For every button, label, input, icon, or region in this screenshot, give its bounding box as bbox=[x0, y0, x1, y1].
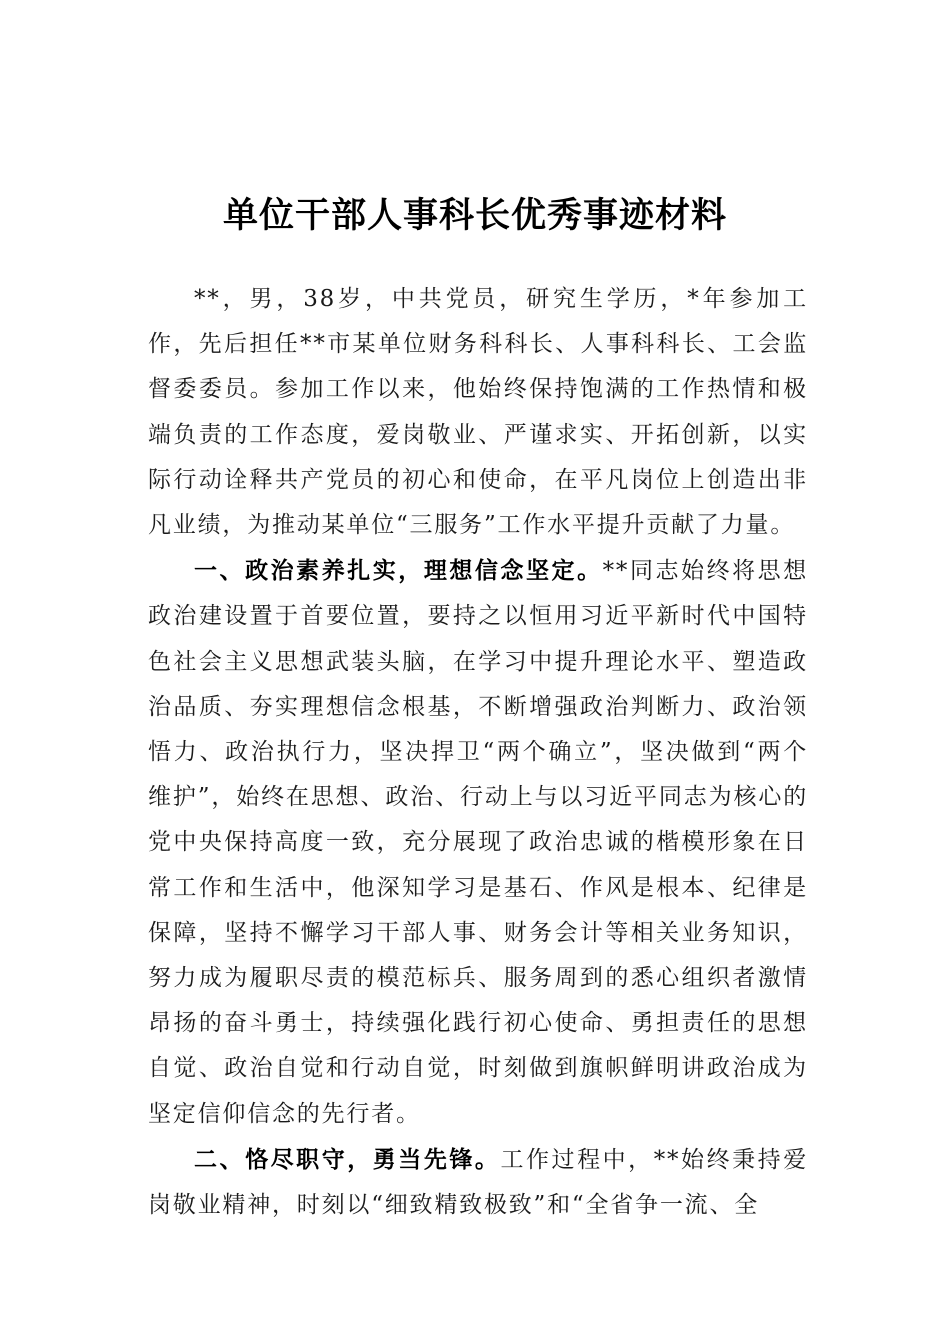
paragraph-text: **，男，38岁，中共党员，研究生学历，*年参加工作，先后担任**市某单位财务科科长、人事科科长、工会监督委委员。参加工作以来，他始终保持饱满的工作热情和极端负责的工作态度，爱岗敬业、严谨求实、开拓创新，以实际行动诠释共产党员的初心和使命，在平凡岗位上创造出非凡业绩，为推动某单位“三服务”工作水平提升贡献了力量。 bbox=[148, 286, 808, 539]
section-1-paragraph bbox=[148, 548, 808, 1137]
section-2-paragraph bbox=[148, 1137, 808, 1228]
section-2-text: 工作过程中，**始终秉持爱岗敬业精神，时刻以“细致精致极致”和“全省争一流、全 bbox=[148, 1146, 808, 1219]
section-1-text: **同志始终将思想政治建设置于首要位置，要持之以恒用习近平新时代中国特色社会主义思想武装头脑，在学习中提升理论水平、塑造政治品质、夯实理想信念根基，不断增强政治判断力、政治领悟力、政治执行力，坚决捍卫“两个确立”，坚决做到“两个维护”，始终在思想、政治、行动上与以习近平同志为核心的党中央保持高度一致，充分展现了政治忠诚的楷模形象在日常工作和生活中，他深知学习是基石、作风是根本、纪律是保障，坚持不懈学习干部人事、财务会计等相关业务知识，努力成为履职尽责的模范标兵、服务周到的悉心组织者激情昂扬的奋斗勇士，持续强化践行初心使命、勇担责任的思想自觉、政治自觉和行动自觉，时刻做到旗帜鲜明讲政治成为坚定信仰信念的先行者。 bbox=[148, 558, 808, 1127]
section-2-heading: 二、恪尽职守，勇当先锋。 bbox=[194, 1145, 501, 1173]
document-body bbox=[148, 276, 808, 1228]
section-1-heading: 一、政治素养扎实，理想信念坚定。 bbox=[194, 557, 603, 585]
document-title: 单位干部人事科长优秀事迹材料 bbox=[222, 195, 727, 237]
intro-paragraph bbox=[148, 276, 808, 548]
